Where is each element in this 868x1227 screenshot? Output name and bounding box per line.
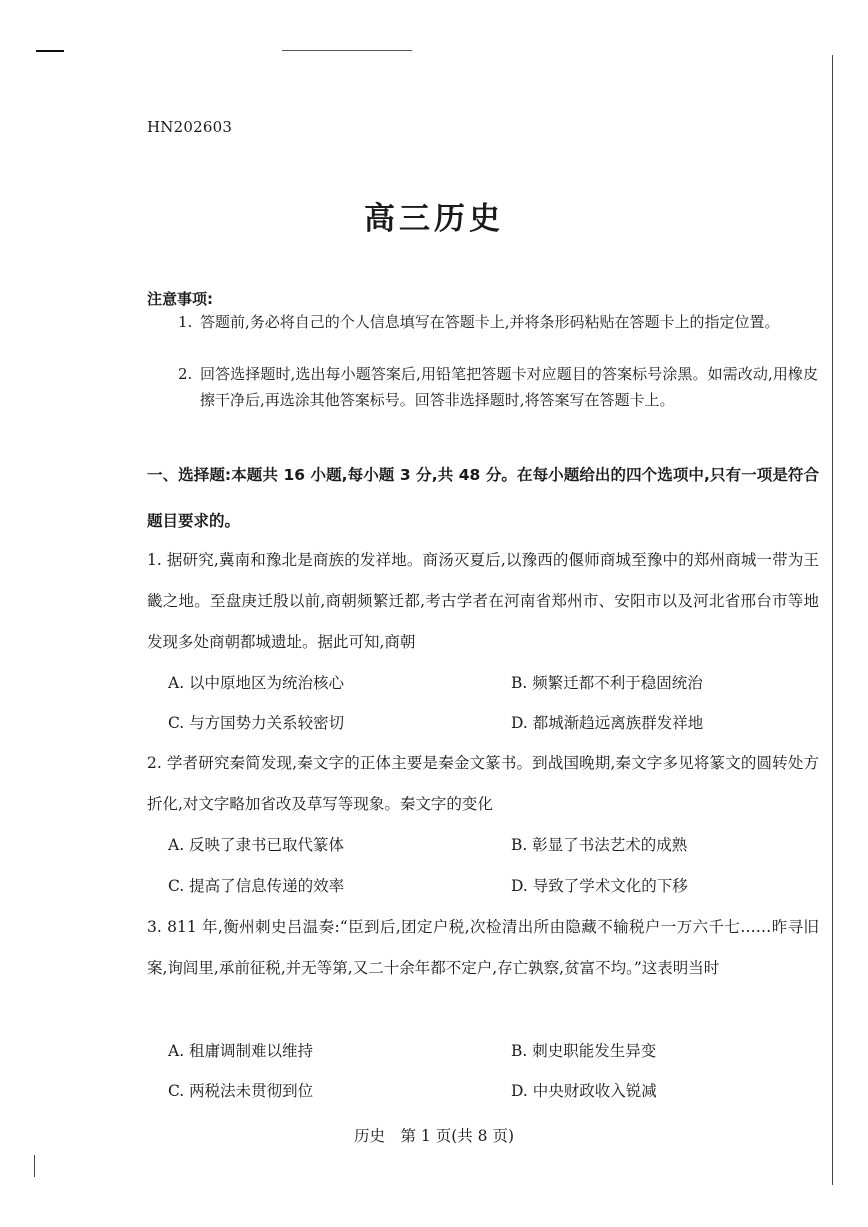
page-title: 高三历史 [364,201,504,237]
page-footer: 历史 第 1 页(共 8 页) [353,1127,515,1145]
question-1-stem: 1. 据研究,冀南和豫北是商族的发祥地。商汤灭夏后,以豫西的偃师商城至豫中的郑州商城一带为王畿之地。至盘庚迁殷以前,商朝频繁迁都,考古学者在河南省郑州市、安阳市以及河北省邢台市等地发现多处商朝都城遗址。据此可知,商朝 [147,551,819,651]
question-2-option-c: C. 提高了信息传递的效率 [168,877,345,895]
question-1-option-a: A. 以中原地区为统治核心 [168,674,345,692]
exam-code: HN202603 [147,118,233,136]
notice-item-number: 1. [178,313,193,331]
question-2-stem: 2. 学者研究秦简发现,秦文字的正体主要是秦金文篆书。到战国晚期,秦文字多见将篆文的圆转处方折化,对文字略加省改及草写等现象。秦文字的变化 [147,754,819,813]
notice-item-number: 2. [178,365,193,383]
question-3-option-c: C. 两税法未贯彻到位 [168,1082,314,1100]
question-3-option-a: A. 租庸调制难以维持 [168,1042,314,1060]
notice-item-2 [178,361,818,413]
question-1-option-c: C. 与方国势力关系较密切 [168,714,345,732]
question-3-stem: 3. 811 年,衡州刺史吕温奏:“臣到后,团定户税,次检清出所由隐藏不输税户一万六千七……昨寻旧案,询闾里,承前征税,并无等第,又二十余年都不定户,存亡孰察,贫富不均。”这表明当时 [147,918,819,977]
scan-edge-left [34,1155,35,1177]
question-3-option-b: B. 刺史职能发生异变 [511,1042,657,1060]
notice-heading: 注意事项: [147,290,213,308]
question-2-option-b: B. 彰显了书法艺术的成熟 [511,836,688,854]
question-1-option-d: D. 都城渐趋远离族群发祥地 [511,714,704,732]
question-3-option-d: D. 中央财政收入锐减 [511,1082,657,1100]
notice-item-text: 答题前,务必将自己的个人信息填写在答题卡上,并将条形码粘贴在答题卡上的指定位置。 [200,313,780,331]
scan-mark-top-center [282,50,412,51]
question-2-option-d: D. 导致了学术文化的下移 [511,877,688,895]
notice-item-1 [178,309,818,335]
section-heading: 一、选择题:本题共 16 小题,每小题 3 分,共 48 分。在每小题给出的四个选项中,只有一项是符合题目要求的。 [147,466,819,530]
notice-item-text: 回答选择题时,选出每小题答案后,用铅笔把答题卡对应题目的答案标号涂黑。如需改动,用橡皮擦干净后,再选涂其他答案标号。回答非选择题时,将答案写在答题卡上。 [200,365,818,409]
question-2-option-a: A. 反映了隶书已取代篆体 [168,836,345,854]
question-1-option-b: B. 频繁迁都不利于稳固统治 [511,674,703,692]
scan-mark-top-left [36,50,64,52]
